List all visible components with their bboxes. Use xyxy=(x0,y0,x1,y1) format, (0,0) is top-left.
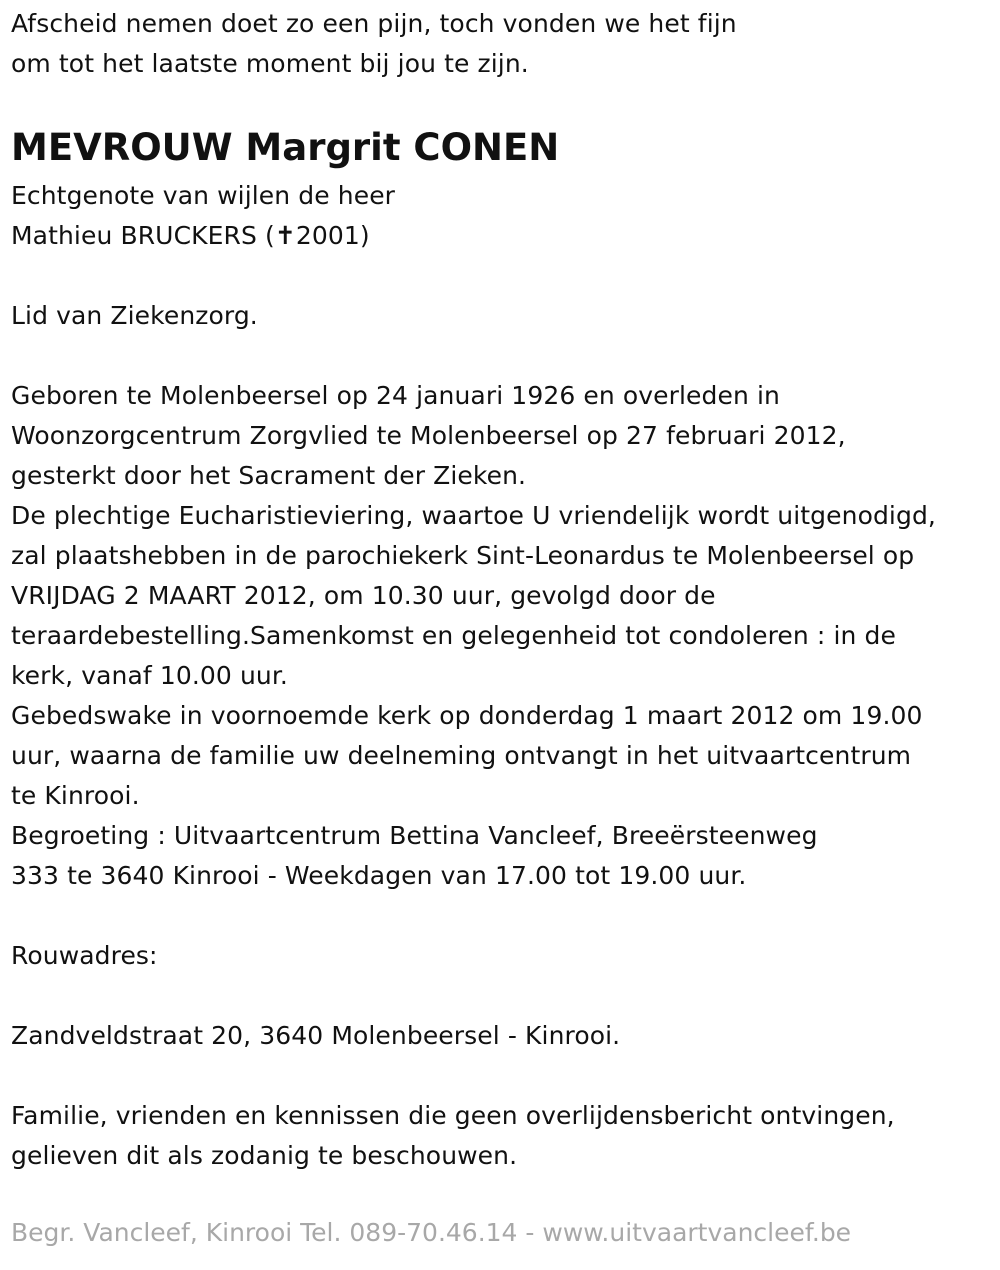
details-line: Gebedswake in voornoemde kerk op donderdag 1 maart 2012 om 19.00 xyxy=(11,701,923,730)
obituary-notice xyxy=(11,4,996,1176)
details-line: Geboren te Molenbeersel op 24 januari 1926 en overleden in xyxy=(11,381,780,410)
intro-line: om tot het laatste moment bij jou te zijn. xyxy=(11,49,529,78)
closing-line: gelieven dit als zodanig te beschouwen. xyxy=(11,1141,518,1170)
spacer xyxy=(11,336,996,376)
details-line: uur, waarna de familie uw deelneming ontvangt in het uitvaartcentrum xyxy=(11,741,912,770)
details-line: teraardebestelling.Samenkomst en gelegenheid tot condoleren : in de xyxy=(11,621,896,650)
address-label: Rouwadres: xyxy=(11,941,158,970)
membership-text: Lid van Ziekenzorg. xyxy=(11,301,258,330)
details-line: 333 te 3640 Kinrooi - Weekdagen van 17.00 tot 19.00 uur. xyxy=(11,861,747,890)
spouse-line: Echtgenote van wijlen de heer xyxy=(11,181,396,210)
details-line: zal plaatshebben in de parochiekerk Sint-Leonardus te Molenbeersel op xyxy=(11,541,915,570)
details-line: De plechtige Eucharistieviering, waartoe U vriendelijk wordt uitgenodigd, xyxy=(11,501,936,530)
deceased-name: MEVROUW Margrit CONEN xyxy=(11,126,560,169)
spacer xyxy=(11,976,996,1016)
details-line: te Kinrooi. xyxy=(11,781,140,810)
mourning-address: Zandveldstraat 20, 3640 Molenbeersel - Kinrooi. xyxy=(11,1021,621,1050)
intro-line: Afscheid nemen doet zo een pijn, toch vonden we het fijn xyxy=(11,9,737,38)
details-line: Begroeting : Uitvaartcentrum Bettina Vancleef, Breeërsteenweg xyxy=(11,821,818,850)
details-block xyxy=(11,376,996,896)
spacer xyxy=(11,256,996,296)
spouse-info xyxy=(11,176,996,256)
spouse-line: Mathieu BRUCKERS (✝2001) xyxy=(11,221,370,250)
spacer xyxy=(11,1056,996,1096)
details-line: VRIJDAG 2 MAART 2012, om 10.30 uur, gevolgd door de xyxy=(11,581,716,610)
details-line: Woonzorgcentrum Zorgvlied te Molenbeersel op 27 februari 2012, xyxy=(11,421,846,450)
details-line: gesterkt door het Sacrament der Zieken. xyxy=(11,461,527,490)
closing-line: Familie, vrienden en kennissen die geen overlijdensbericht ontvingen, xyxy=(11,1101,895,1130)
closing-note xyxy=(11,1096,996,1176)
funeral-home-footer: Begr. Vancleef, Kinrooi Tel. 089-70.46.14 - www.uitvaartvancleef.be xyxy=(11,1218,852,1247)
details-line: kerk, vanaf 10.00 uur. xyxy=(11,661,288,690)
spacer xyxy=(11,896,996,936)
intro-verse xyxy=(11,4,996,84)
